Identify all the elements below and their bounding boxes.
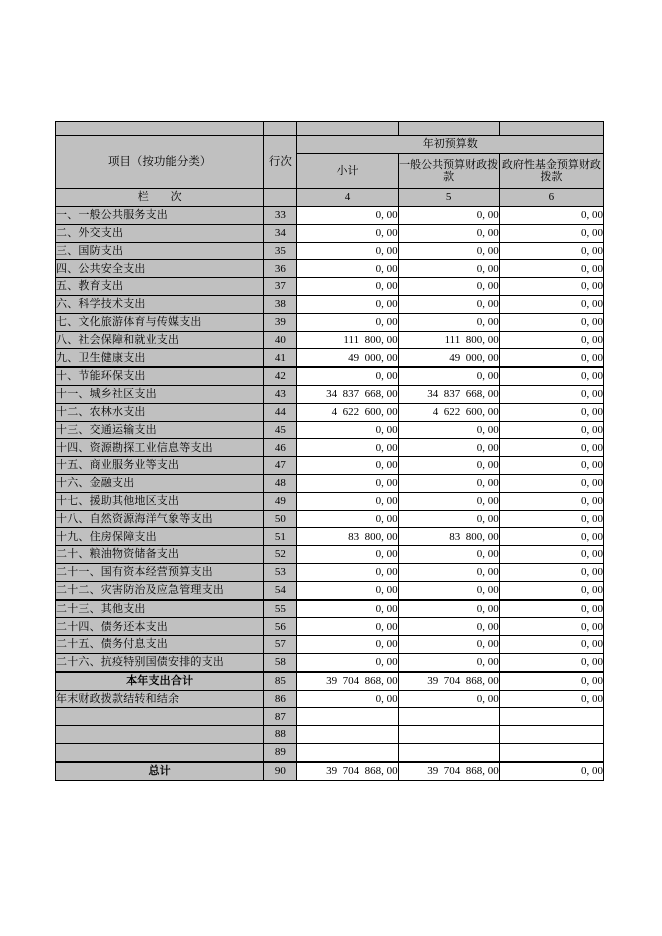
gov-fund-value [499,726,603,744]
row-label: 十七、援助其他地区支出 [56,492,264,510]
subtotal-value: 0, 00 [297,224,398,242]
column-number-5: 5 [398,189,499,207]
table-row [56,618,604,636]
row-label: 二十一、国有资本经营预算支出 [56,563,264,581]
gov-fund-value [499,708,603,726]
gov-fund-value: 0, 00 [499,385,603,403]
strip-cell-fund [499,122,603,136]
gov-fund-value: 0, 00 [499,207,603,225]
subtotal-value: 0, 00 [297,457,398,475]
row-number: 41 [264,349,297,367]
gov-fund-value: 0, 00 [499,528,603,546]
row-label: 十八、自然资源海洋气象等支出 [56,510,264,528]
table-row [56,653,604,671]
row-number: 46 [264,439,297,457]
subtotal-value: 83 800, 00 [297,528,398,546]
gov-fund-value: 0, 00 [499,510,603,528]
gov-fund-value: 0, 00 [499,331,603,349]
row-number: 49 [264,492,297,510]
general-public-value: 4 622 600, 00 [398,403,499,421]
subtotal-value: 0, 00 [297,421,398,439]
budget-table [55,121,604,781]
general-public-value: 0, 00 [398,224,499,242]
gov-fund-value: 0, 00 [499,224,603,242]
general-public-value: 0, 00 [398,207,499,225]
column-number-4: 4 [297,189,398,207]
row-number: 88 [264,726,297,744]
row-label: 二、外交支出 [56,224,264,242]
row-label: 二十六、抗疫特别国债安排的支出 [56,653,264,671]
row-number: 86 [264,690,297,708]
table-row [56,457,604,475]
general-public-value: 0, 00 [398,367,499,385]
row-number: 55 [264,600,297,618]
row-number: 56 [264,618,297,636]
strip-cell-label [56,122,264,136]
table-row [56,528,604,546]
top-blank-strip-row [56,122,604,136]
row-number: 90 [264,762,297,780]
row-number: 33 [264,207,297,225]
subtotal-value: 0, 00 [297,242,398,260]
row-label: 二十二、灾害防治及应急管理支出 [56,581,264,599]
row-label: 十六、金融支出 [56,474,264,492]
row-label: 八、社会保障和就业支出 [56,331,264,349]
general-public-value: 111 800, 00 [398,331,499,349]
subtotal-value: 4 622 600, 00 [297,403,398,421]
row-label [56,708,264,726]
subtotal-value: 39 704 868, 00 [297,672,398,690]
subtotal-value: 0, 00 [297,618,398,636]
general-public-value [398,708,499,726]
general-public-value: 83 800, 00 [398,528,499,546]
header-group-title: 年初预算数 [297,136,604,154]
general-public-value: 0, 00 [398,581,499,599]
strip-cell-rownum [264,122,297,136]
table-row [56,242,604,260]
lanci-rownum-blank [264,189,297,207]
subtotal-value: 0, 00 [297,600,398,618]
general-public-value: 49 000, 00 [398,349,499,367]
row-label: 二十三、其他支出 [56,600,264,618]
row-number: 57 [264,636,297,654]
subtotal-value: 0, 00 [297,563,398,581]
table-row [56,439,604,457]
gov-fund-value [499,743,603,761]
row-number: 48 [264,474,297,492]
subtotal-value: 0, 00 [297,295,398,313]
gov-fund-value: 0, 00 [499,636,603,654]
row-label: 九、卫生健康支出 [56,349,264,367]
general-public-value: 0, 00 [398,510,499,528]
row-number: 53 [264,563,297,581]
table-row [56,510,604,528]
row-label: 总计 [56,762,264,780]
subtotal-value: 0, 00 [297,313,398,331]
table-row [56,403,604,421]
header-item-column: 项目（按功能分类） [56,136,264,189]
table-row [56,367,604,385]
gov-fund-value: 0, 00 [499,421,603,439]
row-number: 36 [264,260,297,278]
general-public-value: 0, 00 [398,278,499,296]
row-number: 51 [264,528,297,546]
general-public-value: 0, 00 [398,618,499,636]
table-row [56,224,604,242]
header-subtotal-column: 小计 [297,154,398,189]
table-row [56,313,604,331]
subtotal-value [297,708,398,726]
subtotal-value: 0, 00 [297,278,398,296]
table-row [56,762,604,780]
gov-fund-value: 0, 00 [499,403,603,421]
general-public-value: 0, 00 [398,313,499,331]
subtotal-value: 0, 00 [297,439,398,457]
subtotal-value: 0, 00 [297,474,398,492]
row-number: 42 [264,367,297,385]
general-public-value: 0, 00 [398,242,499,260]
gov-fund-value: 0, 00 [499,474,603,492]
table-row [56,278,604,296]
subtotal-value [297,726,398,744]
table-row [56,474,604,492]
subtotal-value: 0, 00 [297,207,398,225]
subtotal-value: 0, 00 [297,546,398,564]
row-number: 47 [264,457,297,475]
subtotal-value: 0, 00 [297,653,398,671]
gov-fund-value: 0, 00 [499,313,603,331]
gov-fund-value: 0, 00 [499,653,603,671]
gov-fund-value: 0, 00 [499,295,603,313]
subtotal-value: 0, 00 [297,636,398,654]
row-label [56,726,264,744]
general-public-value: 39 704 868, 00 [398,672,499,690]
row-number: 50 [264,510,297,528]
gov-fund-value: 0, 00 [499,439,603,457]
general-public-value: 0, 00 [398,474,499,492]
general-public-value: 39 704 868, 00 [398,762,499,780]
row-number: 89 [264,743,297,761]
general-public-value: 0, 00 [398,421,499,439]
row-label: 七、文化旅游体育与传媒支出 [56,313,264,331]
row-number: 58 [264,653,297,671]
row-label: 十一、城乡社区支出 [56,385,264,403]
general-public-value: 0, 00 [398,546,499,564]
row-label [56,743,264,761]
table-row [56,672,604,690]
general-public-value: 34 837 668, 00 [398,385,499,403]
general-public-value: 0, 00 [398,690,499,708]
row-number: 40 [264,331,297,349]
gov-fund-value: 0, 00 [499,278,603,296]
general-public-value [398,743,499,761]
column-number-6: 6 [499,189,603,207]
gov-fund-value: 0, 00 [499,618,603,636]
strip-cell-subtotal [297,122,398,136]
row-label: 年末财政拨款结转和结余 [56,690,264,708]
general-public-value: 0, 00 [398,457,499,475]
row-label: 二十四、债务还本支出 [56,618,264,636]
subtotal-value: 49 000, 00 [297,349,398,367]
subtotal-value: 0, 00 [297,492,398,510]
gov-fund-value: 0, 00 [499,367,603,385]
row-number: 37 [264,278,297,296]
subtotal-value: 0, 00 [297,510,398,528]
table-row [56,295,604,313]
table-row [56,708,604,726]
general-public-value: 0, 00 [398,563,499,581]
row-label: 十九、住房保障支出 [56,528,264,546]
general-public-value: 0, 00 [398,492,499,510]
table-row [56,546,604,564]
row-label: 十二、农林水支出 [56,403,264,421]
gov-fund-value: 0, 00 [499,242,603,260]
row-label: 本年支出合计 [56,672,264,690]
table-row [56,349,604,367]
gov-fund-value: 0, 00 [499,349,603,367]
header-rownum-column: 行次 [264,136,297,189]
row-label: 十、节能环保支出 [56,367,264,385]
table-row [56,690,604,708]
row-label: 二十五、债务付息支出 [56,636,264,654]
table-header [56,122,604,207]
general-public-value: 0, 00 [398,260,499,278]
row-label: 五、教育支出 [56,278,264,296]
table-row [56,492,604,510]
subtotal-value [297,743,398,761]
row-number: 35 [264,242,297,260]
row-label: 三、国防支出 [56,242,264,260]
general-public-value [398,726,499,744]
row-number: 54 [264,581,297,599]
row-number: 34 [264,224,297,242]
table-row [56,331,604,349]
row-number: 85 [264,672,297,690]
subtotal-value: 0, 00 [297,260,398,278]
row-number: 43 [264,385,297,403]
subtotal-value: 111 800, 00 [297,331,398,349]
table-row [56,600,604,618]
table-row [56,385,604,403]
general-public-value: 0, 00 [398,600,499,618]
header-group-row [56,136,604,154]
row-number: 44 [264,403,297,421]
table-row [56,563,604,581]
table-row [56,421,604,439]
table-row [56,581,604,599]
general-public-value: 0, 00 [398,439,499,457]
subtotal-value: 0, 00 [297,581,398,599]
gov-fund-value: 0, 00 [499,457,603,475]
table-row [56,726,604,744]
subtotal-value: 0, 00 [297,690,398,708]
row-label: 一、一般公共服务支出 [56,207,264,225]
gov-fund-value: 0, 00 [499,762,603,780]
subtotal-value: 39 704 868, 00 [297,762,398,780]
subtotal-value: 34 837 668, 00 [297,385,398,403]
strip-cell-general [398,122,499,136]
column-number-row [56,189,604,207]
gov-fund-value: 0, 00 [499,600,603,618]
row-label: 六、科学技术支出 [56,295,264,313]
table-row [56,636,604,654]
table-row [56,260,604,278]
gov-fund-value: 0, 00 [499,581,603,599]
gov-fund-value: 0, 00 [499,672,603,690]
row-number: 52 [264,546,297,564]
gov-fund-value: 0, 00 [499,260,603,278]
row-label: 二十、粮油物资储备支出 [56,546,264,564]
row-label: 十三、交通运输支出 [56,421,264,439]
row-number: 38 [264,295,297,313]
budget-sheet [55,121,604,781]
lanci-label: 栏 次 [56,189,264,207]
gov-fund-value: 0, 00 [499,546,603,564]
gov-fund-value: 0, 00 [499,492,603,510]
row-label: 四、公共安全支出 [56,260,264,278]
table-row [56,207,604,225]
row-number: 39 [264,313,297,331]
gov-fund-value: 0, 00 [499,690,603,708]
gov-fund-value: 0, 00 [499,563,603,581]
row-label: 十五、商业服务业等支出 [56,457,264,475]
header-gov-fund-column: 政府性基金预算财政拨款 [499,154,603,189]
header-general-public-column: 一般公共预算财政拨款 [398,154,499,189]
row-label: 十四、资源勘探工业信息等支出 [56,439,264,457]
row-number: 45 [264,421,297,439]
row-number: 87 [264,708,297,726]
table-row [56,743,604,761]
subtotal-value: 0, 00 [297,367,398,385]
general-public-value: 0, 00 [398,653,499,671]
general-public-value: 0, 00 [398,295,499,313]
table-body [56,207,604,781]
general-public-value: 0, 00 [398,636,499,654]
